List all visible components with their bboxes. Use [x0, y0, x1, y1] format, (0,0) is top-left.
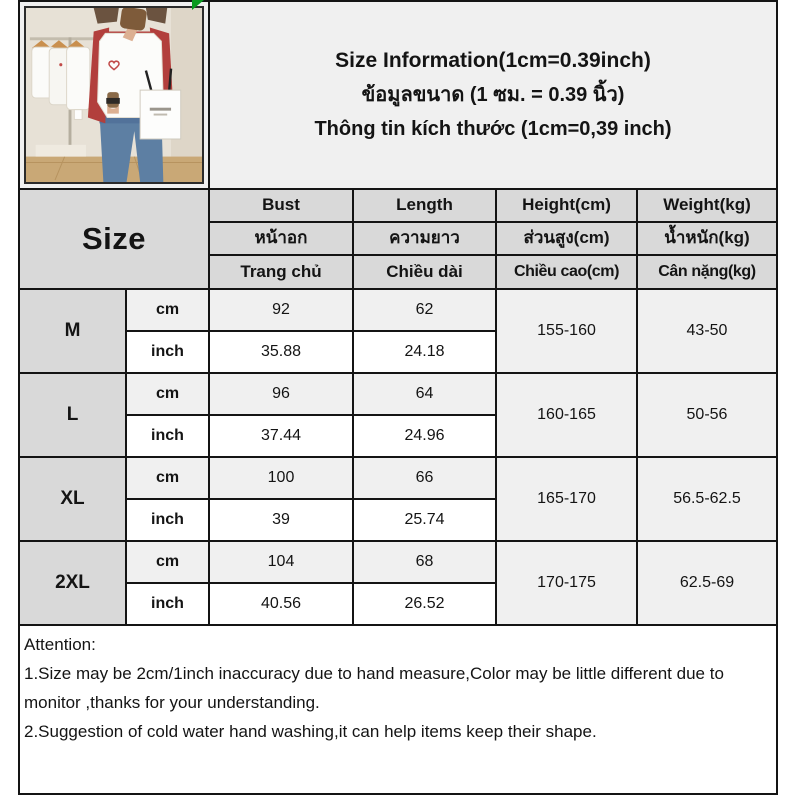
xl-length-inch: 25.74	[354, 500, 495, 540]
size-chart-table	[18, 0, 778, 795]
header-bust-vi: Trang chủ	[210, 256, 352, 288]
header-bust-en: Bust	[210, 190, 352, 221]
unit-cm-label: cm	[127, 542, 208, 582]
attention-heading: Attention:	[24, 635, 96, 654]
shop-scene-graphic	[26, 8, 202, 182]
m-bust-inch: 35.88	[210, 332, 352, 372]
l-height: 160-165	[497, 374, 636, 456]
size-m-label: M	[20, 290, 125, 372]
xl-bust-inch: 39	[210, 500, 352, 540]
header-weight-en: Weight(kg)	[638, 190, 776, 221]
l-length-inch: 24.96	[354, 416, 495, 456]
unit-cm-label: cm	[127, 290, 208, 330]
product-photo-illustration	[24, 6, 204, 184]
title-vietnamese: Thông tin kích thước (1cm=0,39 inch)	[314, 118, 672, 140]
m-bust-cm: 92	[210, 290, 352, 330]
m-weight: 43-50	[638, 290, 776, 372]
m-length-cm: 62	[354, 290, 495, 330]
attention-note-1: 1.Size may be 2cm/1inch inaccuracy due to hand measure,Color may be little different due to monitor ,thanks for your understanding.	[24, 664, 724, 712]
l-bust-inch: 37.44	[210, 416, 352, 456]
attention-note-2: 2.Suggestion of cold water hand washing,it can help items keep their shape.	[24, 722, 597, 741]
header-weight-th: น้ำหนัก(kg)	[638, 223, 776, 254]
page-title	[210, 2, 776, 188]
header-length-en: Length	[354, 190, 495, 221]
header-length-th: ความยาว	[354, 223, 495, 254]
xl-bust-cm: 100	[210, 458, 352, 498]
title-english: Size Information(1cm=0.39inch)	[335, 49, 651, 72]
title-thai: ข้อมูลขนาด (1 ซม. = 0.39 นิ้ว)	[361, 84, 625, 106]
unit-inch-label: inch	[127, 584, 208, 624]
m-height: 155-160	[497, 290, 636, 372]
xl-weight: 56.5-62.5	[638, 458, 776, 540]
2xl-length-inch: 26.52	[354, 584, 495, 624]
unit-inch-label: inch	[127, 416, 208, 456]
xl-height: 165-170	[497, 458, 636, 540]
header-length-vi: Chiều dài	[354, 256, 495, 288]
header-weight-vi: Cân nặng(kg)	[638, 256, 776, 288]
attention-note	[20, 626, 776, 793]
unit-inch-label: inch	[127, 332, 208, 372]
header-height-en: Height(cm)	[497, 190, 636, 221]
unit-cm-label: cm	[127, 374, 208, 414]
product-photo	[20, 2, 208, 188]
unit-inch-label: inch	[127, 500, 208, 540]
m-length-inch: 24.18	[354, 332, 495, 372]
2xl-weight: 62.5-69	[638, 542, 776, 624]
l-length-cm: 64	[354, 374, 495, 414]
2xl-bust-inch: 40.56	[210, 584, 352, 624]
size-xl-label: XL	[20, 458, 125, 540]
xl-length-cm: 66	[354, 458, 495, 498]
green-corner-marker-icon	[192, 0, 204, 10]
l-weight: 50-56	[638, 374, 776, 456]
size-l-label: L	[20, 374, 125, 456]
l-bust-cm: 96	[210, 374, 352, 414]
size-2xl-label: 2XL	[20, 542, 125, 624]
size-header: Size	[20, 190, 208, 288]
unit-cm-label: cm	[127, 458, 208, 498]
header-height-vi: Chiều cao(cm)	[497, 256, 636, 288]
header-bust-th: หน้าอก	[210, 223, 352, 254]
2xl-length-cm: 68	[354, 542, 495, 582]
header-height-th: ส่วนสูง(cm)	[497, 223, 636, 254]
2xl-bust-cm: 104	[210, 542, 352, 582]
2xl-height: 170-175	[497, 542, 636, 624]
